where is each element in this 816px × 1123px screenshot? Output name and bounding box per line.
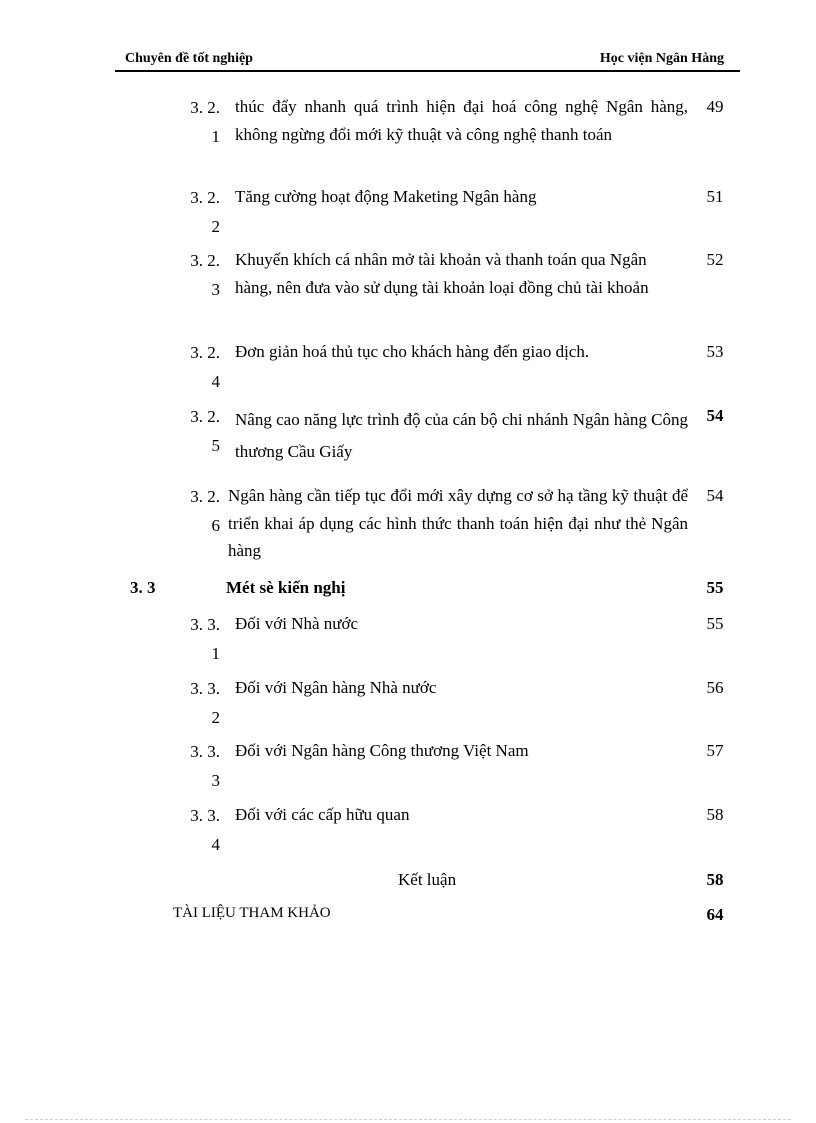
toc-entry-page: 49 <box>706 97 724 116</box>
toc-entry-page: 52 <box>706 250 724 269</box>
toc-entry-title: Nâng cao năng lực trình độ của cán bộ chi nhánh Ngân hàng Công thương Cầu Giấy <box>235 410 688 461</box>
toc-entry-number: 3. 2. 1 <box>190 98 220 146</box>
toc-entry-title: Khuyến khích cá nhân mở tài khoản và thanh toán qua Ngân hàng, nên đưa vào sử dụng tài khoản loại đồng chủ tài khoản <box>235 250 649 297</box>
header-title-right: Học viện Ngân Hàng <box>599 51 724 66</box>
toc-section-page: 55 <box>706 578 724 597</box>
conclusion-title: Kết luận <box>398 870 457 889</box>
toc-entry-title: Tăng cường hoạt động Maketing Ngân hàng <box>235 187 537 206</box>
page-header <box>115 50 740 72</box>
toc-entry-page: 56 <box>706 678 724 697</box>
conclusion-page: 58 <box>706 870 724 889</box>
references-title: TÀI LIỆU THAM KHẢO <box>173 905 331 921</box>
toc-entry-page: 54 <box>706 486 724 505</box>
page-bottom-divider <box>25 1119 791 1120</box>
toc-entry-page: 53 <box>706 342 724 361</box>
toc-entry-page: 55 <box>706 614 724 633</box>
toc-entry-page: 54 <box>706 406 724 425</box>
references-page: 64 <box>706 905 724 924</box>
toc-entry-title: Ngân hàng cần tiếp tục đổi mới xây dựng cơ sở hạ tầng kỹ thuật để triển khai áp dụng các hình thức thanh toán hiện đại như thẻ Ngân hàng <box>228 486 688 560</box>
toc-entry-number: 3. 2. 6 <box>190 487 220 535</box>
toc-entry-number: 3. 2. 3 <box>190 251 220 299</box>
toc-entry-title: Đối với các cấp hữu quan <box>235 805 410 824</box>
toc-entry-number: 3. 3. 3 <box>190 742 220 790</box>
toc-section-title: Mét sè kiến nghị <box>226 578 346 597</box>
toc-entry-title: Đối với Nhà nước <box>235 614 359 633</box>
toc-entry-page: 51 <box>706 187 724 206</box>
toc-entry-number: 3. 2. 2 <box>190 188 220 236</box>
toc-entry-number: 3. 2. 4 <box>190 343 220 391</box>
toc-entry-title: Đơn giản hoá thủ tục cho khách hàng đến giao dịch. <box>235 342 590 361</box>
header-title-left: Chuyên đề tốt nghiệp <box>125 51 253 66</box>
toc-entry-page: 57 <box>706 741 724 760</box>
toc-entry-number: 3. 3. 4 <box>190 806 220 854</box>
toc-entry-number: 3. 2. 5 <box>190 407 220 455</box>
toc-entry-number: 3. 3. 2 <box>190 679 220 727</box>
toc-entry-title: Đối với Ngân hàng Công thương Việt Nam <box>235 741 529 760</box>
toc-entry-number: 3. 3. 1 <box>190 615 220 663</box>
toc-section-number: 3. 3 <box>130 578 156 597</box>
toc-entry-page: 58 <box>706 805 724 824</box>
toc-entry-title: Đối với Ngân hàng Nhà nước <box>235 678 437 697</box>
toc-entry-title: thúc đẩy nhanh quá trình hiện đại hoá công nghệ Ngân hàng, không ngừng đổi mới kỹ thuật và công nghệ thanh toán <box>235 97 688 144</box>
